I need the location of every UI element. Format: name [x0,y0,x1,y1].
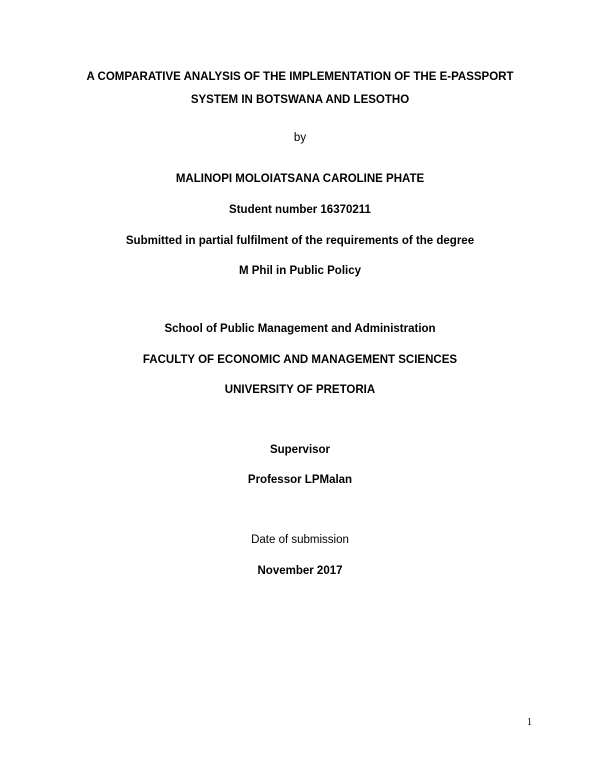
supervisor-name: Professor LPMalan [247,474,353,486]
degree-name: M Phil in Public Policy [238,265,362,277]
school-name: School of Public Management and Administration [164,323,436,335]
author-name: MALINOPI MOLOIATSANA CAROLINE PHATE [175,173,425,185]
submission-date-value: November 2017 [257,565,343,577]
submission-statement: Submitted in partial fulfilment of the requirements of the degree [125,235,475,247]
student-number: Student number 16370211 [229,204,371,216]
university-name: UNIVERSITY OF PRETORIA [224,384,376,396]
by-label: by [293,132,307,144]
submission-date-label: Date of submission [251,534,349,546]
title-line-2: SYSTEM IN BOTSWANA AND LESOTHO [190,94,410,106]
page-number: 1 [527,717,532,728]
supervisor-label: Supervisor [269,444,331,456]
title-line-1: A COMPARATIVE ANALYSIS OF THE IMPLEMENTATION OF THE E-PASSPORT [86,71,514,83]
faculty-name: FACULTY OF ECONOMIC AND MANAGEMENT SCIENCES [142,354,458,366]
